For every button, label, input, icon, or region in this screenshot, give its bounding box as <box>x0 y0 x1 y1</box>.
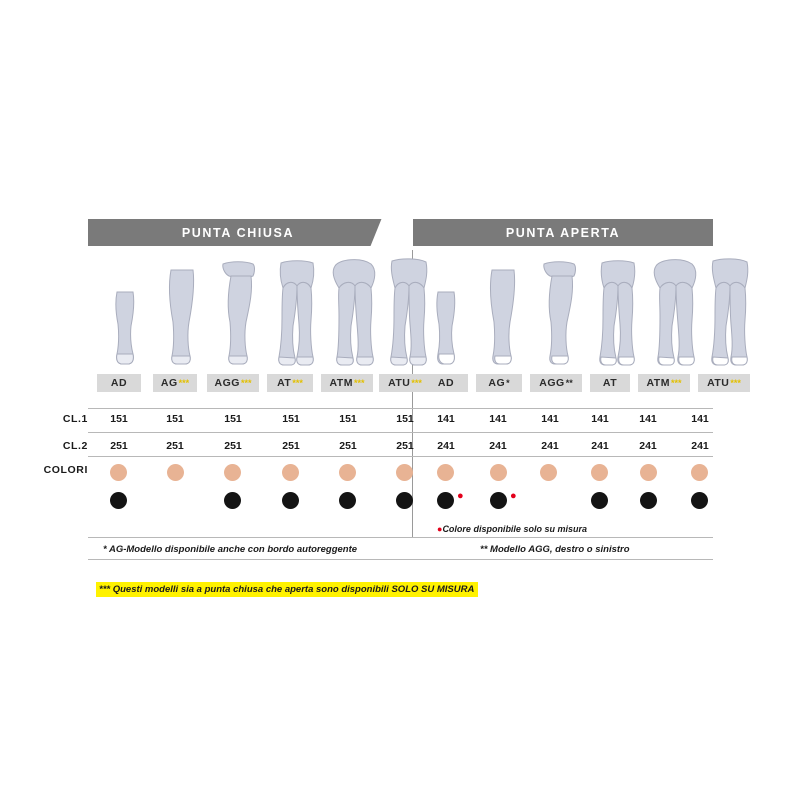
leg-illustrations-closed-toe <box>103 256 403 368</box>
row-label-colori: COLORI <box>43 464 88 476</box>
table-rule-4 <box>88 537 713 538</box>
color-dot-skin-ad-open[interactable] <box>437 464 454 481</box>
model-marks: *** <box>670 378 682 388</box>
footnote-triple-asterisk <box>96 582 478 597</box>
red-star-legend-text: Colore disponibile solo su misura <box>442 524 587 534</box>
model-marks: *** <box>730 378 741 388</box>
cell-cl2-at-open: 241 <box>591 440 609 452</box>
color-dot-skin-agg-open[interactable] <box>540 464 557 481</box>
leg-figure-at-open <box>592 260 644 368</box>
cell-cl1-agg-closed: 151 <box>224 413 242 425</box>
model-label-agg-closed[interactable] <box>207 374 259 392</box>
footnote-triple-strong: SOLO SU MISURA <box>391 584 475 595</box>
model-code: AD <box>110 377 128 389</box>
model-label-ag-closed[interactable] <box>153 374 197 392</box>
cell-cl2-agg-open: 241 <box>541 440 559 452</box>
color-dot-black-atu-open[interactable] <box>691 492 708 509</box>
leg-figure-atm-closed <box>327 258 381 368</box>
model-code: AG <box>160 377 178 389</box>
table-rule-2 <box>88 432 713 433</box>
leg-figure-agg-closed <box>215 260 265 368</box>
color-dot-black-at-closed[interactable] <box>282 492 299 509</box>
cell-cl2-atm-open: 241 <box>639 440 657 452</box>
red-star-marker-ad-open: ● <box>457 490 464 502</box>
cell-cl1-ag-closed: 151 <box>166 413 184 425</box>
model-label-ad-open[interactable] <box>424 374 468 392</box>
model-code: ATM <box>646 377 670 389</box>
color-dot-black-atu-closed[interactable] <box>396 492 413 509</box>
model-code: AGG <box>539 377 565 389</box>
table-rule-1 <box>88 408 713 409</box>
cell-cl1-atu-closed: 151 <box>396 413 414 425</box>
cell-cl1-ad-closed: 151 <box>110 413 128 425</box>
leg-figure-atm-open <box>648 258 702 368</box>
cell-cl2-ad-closed: 251 <box>110 440 128 452</box>
cell-cl1-ad-open: 141 <box>437 413 455 425</box>
model-marks: * <box>506 378 510 388</box>
color-dot-black-ad-closed[interactable] <box>110 492 127 509</box>
footnote-single-asterisk: * AG-Modello disponibile anche con bordo autoreggente <box>103 544 358 555</box>
table-rule-5 <box>88 559 713 560</box>
leg-figure-ad-open <box>424 290 468 368</box>
model-label-at-open[interactable] <box>590 374 630 392</box>
model-label-ag-open[interactable] <box>476 374 522 392</box>
color-dot-black-atm-open[interactable] <box>640 492 657 509</box>
model-label-agg-open[interactable] <box>530 374 582 392</box>
section-header-open-toe: PUNTA APERTA <box>413 219 713 246</box>
cell-cl1-at-closed: 151 <box>282 413 300 425</box>
cell-cl1-atm-open: 141 <box>639 413 657 425</box>
model-label-at-closed[interactable] <box>267 374 313 392</box>
color-dot-skin-atm-closed[interactable] <box>339 464 356 481</box>
model-code: AT <box>277 377 292 389</box>
model-marks: *** <box>292 378 303 388</box>
model-marks: *** <box>240 378 252 388</box>
table-rule-3 <box>88 456 713 457</box>
footnote-triple-marks: *** <box>99 584 111 595</box>
color-dot-black-agg-closed[interactable] <box>224 492 241 509</box>
model-code: ATU <box>707 377 730 389</box>
leg-figure-ag-open <box>480 268 526 368</box>
row-label-cl2: CL.2 <box>62 440 88 452</box>
color-dot-skin-ag-closed[interactable] <box>167 464 184 481</box>
red-star-marker-ag-open: ● <box>510 490 517 502</box>
footnote-double-asterisk: ** Modello AGG, destro o sinistro <box>480 544 630 555</box>
leg-figure-ad-closed <box>103 290 147 368</box>
leg-figure-ag-closed <box>159 268 205 368</box>
color-dot-skin-ad-closed[interactable] <box>110 464 127 481</box>
cell-cl2-atu-open: 241 <box>691 440 709 452</box>
color-dot-black-at-open[interactable] <box>591 492 608 509</box>
leg-figure-atu-open <box>704 258 756 368</box>
red-dot-icon: ● <box>437 524 443 534</box>
color-dot-skin-atu-closed[interactable] <box>396 464 413 481</box>
cell-cl1-atu-open: 141 <box>691 413 709 425</box>
cell-cl1-ag-open: 141 <box>489 413 507 425</box>
cell-cl2-atm-closed: 251 <box>339 440 357 452</box>
model-marks: ** <box>565 378 573 388</box>
model-marks: *** <box>353 378 365 388</box>
cell-cl2-atu-closed: 251 <box>396 440 414 452</box>
color-dot-skin-agg-closed[interactable] <box>224 464 241 481</box>
model-label-atm-closed[interactable] <box>321 374 373 392</box>
model-label-atu-open[interactable] <box>698 374 750 392</box>
cell-cl1-agg-open: 141 <box>541 413 559 425</box>
cell-cl1-at-open: 141 <box>591 413 609 425</box>
model-marks: *** <box>178 378 190 388</box>
leg-illustrations-open-toe <box>424 256 716 368</box>
color-dot-black-atm-closed[interactable] <box>339 492 356 509</box>
cell-cl2-at-closed: 251 <box>282 440 300 452</box>
cell-cl1-atm-closed: 151 <box>339 413 357 425</box>
color-dot-skin-atu-open[interactable] <box>691 464 708 481</box>
model-label-atm-open[interactable] <box>638 374 690 392</box>
model-code: AG <box>488 377 506 389</box>
model-code: ATU <box>388 377 411 389</box>
cell-cl2-ad-open: 241 <box>437 440 455 452</box>
color-dot-skin-atm-open[interactable] <box>640 464 657 481</box>
color-dot-skin-at-open[interactable] <box>591 464 608 481</box>
cell-cl2-ag-closed: 251 <box>166 440 184 452</box>
color-dot-black-ag-open[interactable] <box>490 492 507 509</box>
model-code: AD <box>437 377 455 389</box>
section-header-band <box>88 219 713 246</box>
color-dot-skin-at-closed[interactable] <box>282 464 299 481</box>
model-code: AGG <box>214 377 240 389</box>
color-dot-black-ad-open[interactable] <box>437 492 454 509</box>
row-label-cl1: CL.1 <box>62 413 88 425</box>
leg-figure-at-closed <box>271 260 323 368</box>
section-header-closed-toe: PUNTA CHIUSA <box>88 219 388 246</box>
model-label-ad-closed[interactable] <box>97 374 141 392</box>
model-code: AT <box>602 377 618 389</box>
model-marks: *** <box>411 378 422 388</box>
cell-cl2-ag-open: 241 <box>489 440 507 452</box>
red-star-legend <box>437 524 587 534</box>
color-dot-skin-ag-open[interactable] <box>490 464 507 481</box>
footnote-triple-text: Questi modelli sia a punta chiusa che aperta sono disponibili <box>110 584 392 595</box>
leg-figure-agg-open <box>536 260 586 368</box>
model-code: ATM <box>329 377 353 389</box>
cell-cl2-agg-closed: 251 <box>224 440 242 452</box>
